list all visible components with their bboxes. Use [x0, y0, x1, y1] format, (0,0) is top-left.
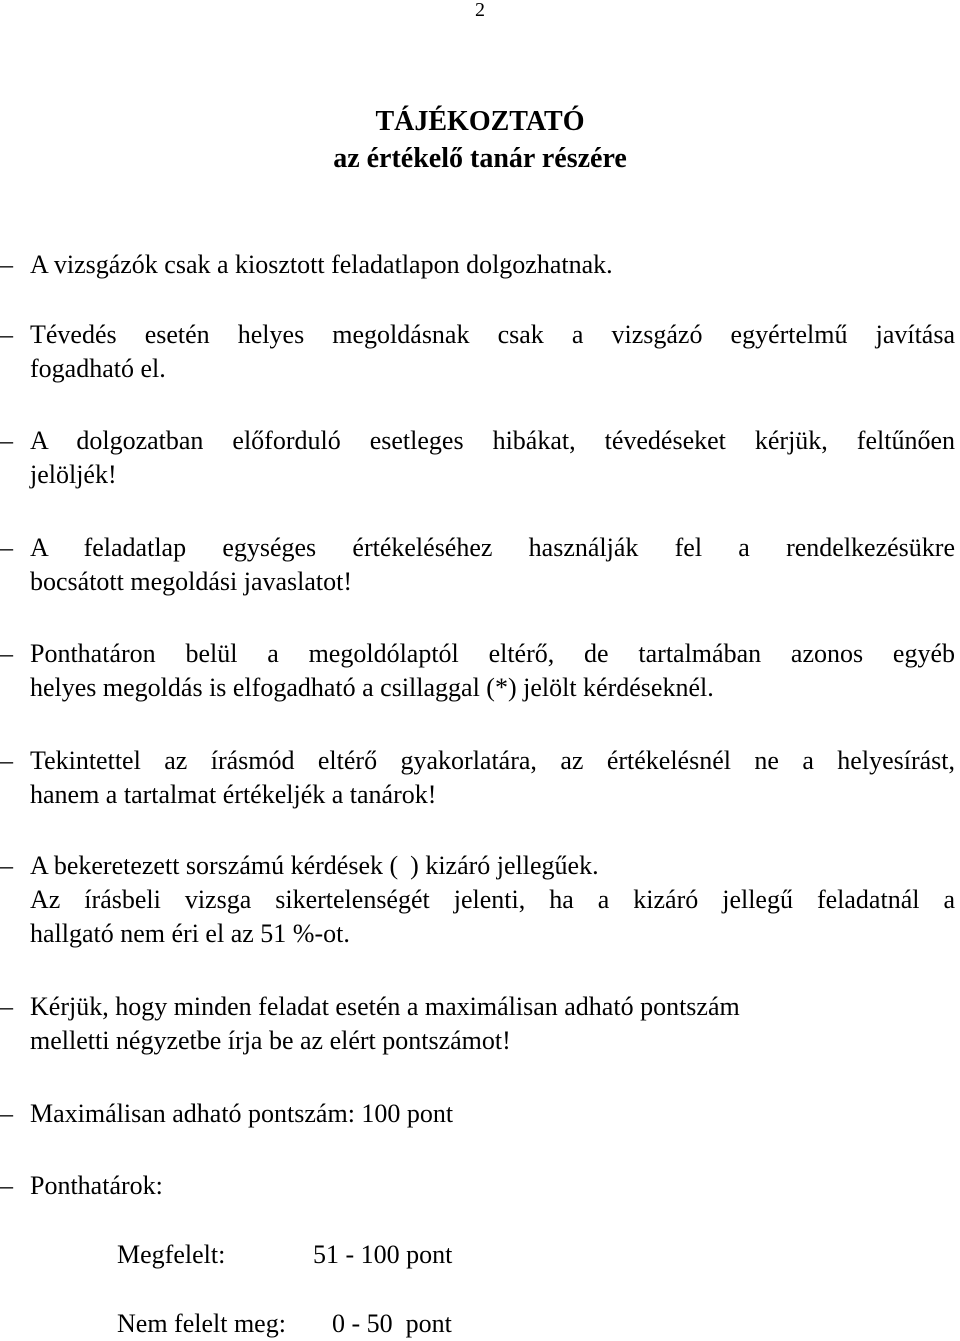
list-item: [0, 531, 955, 599]
list-item-text: Ponthatárok:: [30, 1171, 163, 1200]
list-item: [0, 248, 955, 282]
list-item-text: Maximálisan adható pontszám: 100 pont: [30, 1099, 454, 1128]
list-item: [0, 637, 955, 705]
score-value: 0 - 50 pont: [332, 1309, 452, 1338]
dash-bullet: –: [0, 851, 13, 880]
list-item-text: Az írásbeli vizsga sikertelenségét jelenti, ha a kizáró jellegű feladatnál a: [30, 885, 955, 914]
list-item-text: Tévedés esetén helyes megoldásnak csak a vizsgázó egyértelmű javítása: [30, 320, 955, 349]
list-item: [0, 990, 955, 1058]
dash-bullet: –: [0, 1099, 13, 1128]
list-item-text: Ponthatáron belül a megoldólaptól eltérő, de tartalmában azonos egyéb: [30, 639, 955, 668]
list-item-text: Kérjük, hogy minden feladat esetén a maximálisan adható pontszám: [30, 992, 740, 1021]
score-row-failed: [117, 1307, 617, 1341]
list-item-text: ) kizáró jellegűek.: [410, 851, 599, 880]
dash-bullet: –: [0, 639, 13, 668]
page-title: TÁJÉKOZTATÓ: [375, 106, 585, 137]
list-item-text: melletti négyzetbe írja be az elért pontszámot!: [30, 1026, 511, 1055]
dash-bullet: –: [0, 746, 13, 775]
dash-bullet: –: [0, 426, 13, 455]
list-item-text-lead: [30, 851, 599, 880]
dash-bullet: –: [0, 320, 13, 349]
list-item-text: A dolgozatban előforduló esetleges hibákat, tévedéseket kérjük, feltűnően: [30, 426, 955, 455]
dash-bullet: –: [0, 992, 13, 1021]
list-item-text: A bekeretezett sorszámú kérdések (: [30, 851, 399, 880]
dash-bullet: –: [0, 533, 13, 562]
list-item-text: hallgató nem éri el az 51 %-ot.: [30, 919, 350, 948]
list-item: [0, 849, 955, 951]
page-subtitle: az értékelő tanár részére: [333, 143, 627, 174]
list-item: [0, 744, 955, 812]
list-item-text: helyes megoldás is elfogadható a csillaggal (*) jelölt kérdéseknél.: [30, 673, 714, 702]
list-item: [0, 424, 955, 492]
score-row-passed: [117, 1238, 617, 1272]
score-label: Megfelelt:: [117, 1240, 226, 1269]
dash-bullet: –: [0, 250, 13, 279]
page-title-block: [0, 103, 960, 177]
list-item-text: Tekintettel az írásmód eltérő gyakorlatára, az értékelésnél ne a helyesírást,: [30, 746, 955, 775]
list-item: [0, 1097, 955, 1131]
list-item-text: fogadható el.: [30, 354, 166, 383]
list-item-text: jelöljék!: [30, 460, 117, 489]
page-number: 2: [475, 0, 485, 21]
list-item-text: hanem a tartalmat értékeljék a tanárok!: [30, 780, 437, 809]
score-value: 51 - 100 pont: [313, 1240, 453, 1269]
list-item-text: A vizsgázók csak a kiosztott feladatlapon dolgozhatnak.: [30, 250, 613, 279]
list-item: [0, 1169, 955, 1203]
dash-bullet: –: [0, 1171, 13, 1200]
list-item: [0, 318, 955, 386]
list-item-text: bocsátott megoldási javaslatot!: [30, 567, 353, 596]
score-label: Nem felelt meg:: [117, 1309, 286, 1338]
list-item-text: A feladatlap egységes értékeléséhez használják fel a rendelkezésükre: [30, 533, 955, 562]
